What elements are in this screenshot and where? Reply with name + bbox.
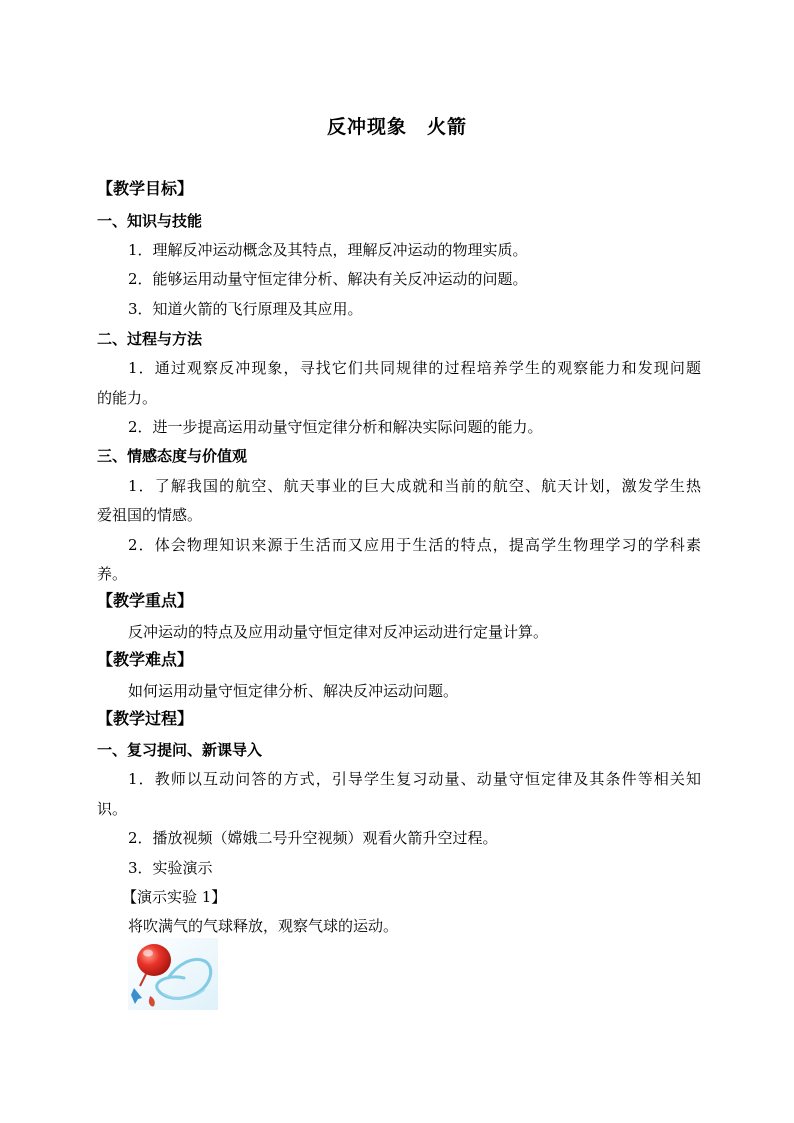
review-item-3: 3．实验演示	[128, 859, 213, 877]
review-item-1-line-1: 1．教师以互动问答的方式，引导学生复习动量、动量守恒定律及其条件等相关知	[128, 770, 701, 788]
difficulties-heading: 【教学难点】	[97, 650, 194, 669]
procedure-heading: 【教学过程】	[97, 709, 194, 728]
review-item-2: 2．播放视频（嫦娥二号升空视频）观看火箭升空过程。	[128, 829, 498, 847]
demo-experiment-label: 【演示实验 1】	[122, 888, 227, 906]
balloon-illustration-svg	[128, 938, 218, 1010]
process-heading: 二、过程与方法	[97, 330, 203, 348]
key-points-text: 反冲运动的特点及应用动量守恒定律对反冲运动进行定量计算。	[128, 623, 549, 641]
knowledge-heading: 一、知识与技能	[97, 212, 203, 230]
review-item-1-line-2: 识。	[97, 800, 128, 818]
knowledge-item-3: 3．知道火箭的飞行原理及其应用。	[128, 300, 363, 318]
emotion-item-1-line-1: 1．了解我国的航空、航天事业的巨大成就和当前的航空、航天计划，激发学生热	[128, 477, 701, 495]
document-title: 反冲现象 火箭	[326, 116, 467, 138]
review-heading: 一、复习提问、新课导入	[97, 741, 263, 759]
objectives-heading: 【教学目标】	[97, 179, 194, 198]
knowledge-item-2: 2．能够运用动量守恒定律分析、解决有关反冲运动的问题。	[128, 270, 528, 288]
process-item-1-line-2: 的能力。	[97, 389, 158, 407]
balloon-highlight	[143, 950, 153, 957]
process-item-1-line-1: 1．通过观察反冲现象，寻找它们共同规律的过程培养学生的观察能力和发现问题	[128, 359, 701, 377]
emotion-heading: 三、情感态度与价值观	[97, 447, 248, 465]
emotion-item-2-line-1: 2．体会物理知识来源于生活而又应用于生活的特点，提高学生物理学习的学科素	[128, 536, 701, 554]
emotion-item-2-line-2: 养。	[97, 565, 128, 583]
knowledge-item-1: 1．理解反冲运动概念及其特点，理解反冲运动的物理实质。	[128, 241, 528, 259]
demo-experiment-text: 将吹满气的气球释放，观察气球的运动。	[128, 917, 399, 935]
process-item-2: 2．进一步提高运用动量守恒定律分析和解决实际问题的能力。	[128, 418, 543, 436]
balloon	[137, 944, 171, 976]
emotion-item-1-line-2: 爱祖国的情感。	[97, 506, 203, 524]
balloon-illustration	[128, 938, 218, 1010]
difficulties-text: 如何运用动量守恒定律分析、解决反冲运动问题。	[128, 682, 459, 700]
key-points-heading: 【教学重点】	[97, 591, 194, 610]
